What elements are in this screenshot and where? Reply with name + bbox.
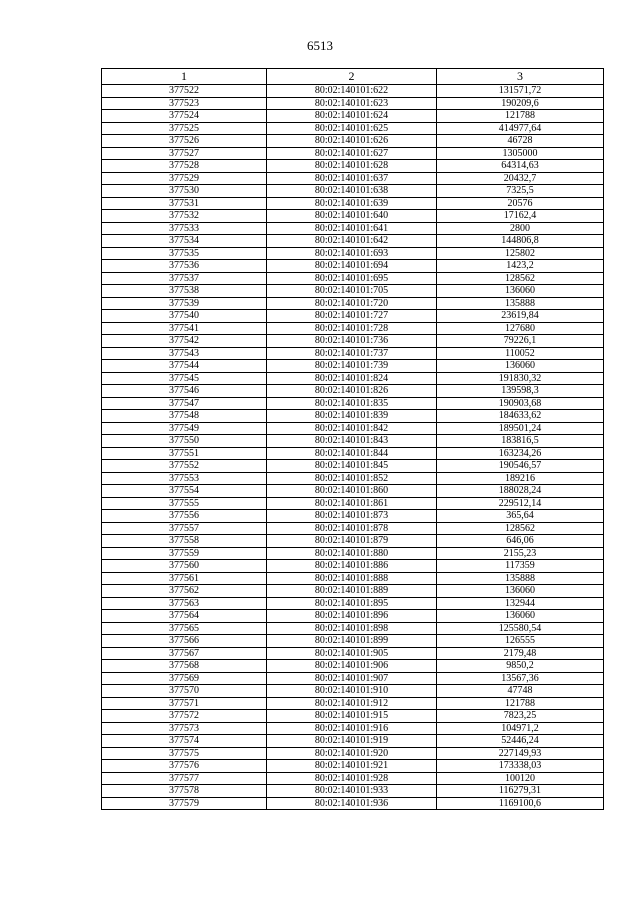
row-number-cell: 377564 [102, 610, 267, 623]
row-number-cell: 377565 [102, 622, 267, 635]
table-row [102, 372, 604, 385]
cadastral-number-cell: 80:02:140101:898 [267, 622, 437, 635]
table-row [102, 135, 604, 148]
row-number-cell: 377560 [102, 560, 267, 573]
row-number-cell: 377569 [102, 672, 267, 685]
cadastral-number-cell: 80:02:140101:842 [267, 422, 437, 435]
cadastral-number-cell: 80:02:140101:695 [267, 272, 437, 285]
value-cell: 139598,3 [437, 385, 604, 398]
cadastral-number-cell: 80:02:140101:933 [267, 785, 437, 798]
value-cell: 144806,8 [437, 235, 604, 248]
cadastral-number-cell: 80:02:140101:921 [267, 760, 437, 773]
cadastral-number-cell: 80:02:140101:861 [267, 497, 437, 510]
value-cell: 135888 [437, 572, 604, 585]
cadastral-number-cell: 80:02:140101:736 [267, 335, 437, 348]
cadastral-number-cell: 80:02:140101:727 [267, 310, 437, 323]
cadastral-number-cell: 80:02:140101:637 [267, 172, 437, 185]
table-row [102, 510, 604, 523]
value-cell: 1305000 [437, 147, 604, 160]
table-row [102, 697, 604, 710]
value-cell: 7325,5 [437, 185, 604, 198]
table-row [102, 722, 604, 735]
cadastral-number-cell: 80:02:140101:720 [267, 297, 437, 310]
value-cell: 136060 [437, 585, 604, 598]
table-header [102, 69, 604, 85]
value-cell: 2179,48 [437, 647, 604, 660]
table-row [102, 660, 604, 673]
row-number-cell: 377522 [102, 85, 267, 98]
row-number-cell: 377523 [102, 97, 267, 110]
value-cell: 1423,2 [437, 260, 604, 273]
value-cell: 121788 [437, 110, 604, 123]
table-row [102, 122, 604, 135]
row-number-cell: 377567 [102, 647, 267, 660]
table-row [102, 622, 604, 635]
table-row [102, 597, 604, 610]
value-cell: 191830,32 [437, 372, 604, 385]
value-cell: 125802 [437, 247, 604, 260]
row-number-cell: 377556 [102, 510, 267, 523]
cadastral-number-cell: 80:02:140101:910 [267, 685, 437, 698]
row-number-cell: 377576 [102, 760, 267, 773]
row-number-cell: 377546 [102, 385, 267, 398]
value-cell: 117359 [437, 560, 604, 573]
cadastral-number-cell: 80:02:140101:737 [267, 347, 437, 360]
cadastral-number-cell: 80:02:140101:845 [267, 460, 437, 473]
table-row [102, 535, 604, 548]
cadastral-number-cell: 80:02:140101:623 [267, 97, 437, 110]
row-number-cell: 377537 [102, 272, 267, 285]
row-number-cell: 377551 [102, 447, 267, 460]
cadastral-number-cell: 80:02:140101:889 [267, 585, 437, 598]
row-number-cell: 377531 [102, 197, 267, 210]
cadastral-number-cell: 80:02:140101:852 [267, 472, 437, 485]
table-row [102, 760, 604, 773]
row-number-cell: 377578 [102, 785, 267, 798]
value-cell: 188028,24 [437, 485, 604, 498]
table-row [102, 572, 604, 585]
cadastral-number-cell: 80:02:140101:622 [267, 85, 437, 98]
value-cell: 64314,63 [437, 160, 604, 173]
table-row [102, 110, 604, 123]
value-cell: 135888 [437, 297, 604, 310]
value-cell: 646,06 [437, 535, 604, 548]
value-cell: 121788 [437, 697, 604, 710]
cadastral-number-cell: 80:02:140101:899 [267, 635, 437, 648]
page-number: 6513 [307, 38, 333, 53]
table-row [102, 197, 604, 210]
cadastral-number-cell: 80:02:140101:639 [267, 197, 437, 210]
row-number-cell: 377543 [102, 347, 267, 360]
table-row [102, 285, 604, 298]
table-row [102, 560, 604, 573]
value-cell: 190903,68 [437, 397, 604, 410]
table-row [102, 422, 604, 435]
value-cell: 2800 [437, 222, 604, 235]
cadastral-number-cell: 80:02:140101:920 [267, 747, 437, 760]
column-header-2: 2 [267, 69, 437, 85]
value-cell: 46728 [437, 135, 604, 148]
table-row [102, 522, 604, 535]
table-row [102, 97, 604, 110]
value-cell: 173338,03 [437, 760, 604, 773]
row-number-cell: 377536 [102, 260, 267, 273]
cadastral-number-cell: 80:02:140101:928 [267, 772, 437, 785]
cadastral-number-cell: 80:02:140101:694 [267, 260, 437, 273]
row-number-cell: 377524 [102, 110, 267, 123]
table-row [102, 410, 604, 423]
row-number-cell: 377549 [102, 422, 267, 435]
cadastral-number-cell: 80:02:140101:886 [267, 560, 437, 573]
table-row [102, 272, 604, 285]
cadastral-number-cell: 80:02:140101:625 [267, 122, 437, 135]
cadastral-number-cell: 80:02:140101:728 [267, 322, 437, 335]
row-number-cell: 377558 [102, 535, 267, 548]
row-number-cell: 377559 [102, 547, 267, 560]
value-cell: 184633,62 [437, 410, 604, 423]
row-number-cell: 377544 [102, 360, 267, 373]
row-number-cell: 377532 [102, 210, 267, 223]
row-number-cell: 377542 [102, 335, 267, 348]
table-row [102, 497, 604, 510]
value-cell: 17162,4 [437, 210, 604, 223]
value-cell: 2155,23 [437, 547, 604, 560]
table-row [102, 547, 604, 560]
table-row [102, 610, 604, 623]
cadastral-number-cell: 80:02:140101:915 [267, 710, 437, 723]
value-cell: 110052 [437, 347, 604, 360]
table-row [102, 147, 604, 160]
table-body [102, 85, 604, 810]
table-row [102, 222, 604, 235]
cadastral-number-cell: 80:02:140101:638 [267, 185, 437, 198]
table-row [102, 435, 604, 448]
row-number-cell: 377572 [102, 710, 267, 723]
table-row [102, 485, 604, 498]
table-row [102, 360, 604, 373]
cadastral-number-cell: 80:02:140101:843 [267, 435, 437, 448]
value-cell: 100120 [437, 772, 604, 785]
value-cell: 183816,5 [437, 435, 604, 448]
row-number-cell: 377554 [102, 485, 267, 498]
value-cell: 163234,26 [437, 447, 604, 460]
cadastral-number-cell: 80:02:140101:879 [267, 535, 437, 548]
cadastral-number-cell: 80:02:140101:627 [267, 147, 437, 160]
row-number-cell: 377540 [102, 310, 267, 323]
table-row [102, 447, 604, 460]
cadastral-number-cell: 80:02:140101:916 [267, 722, 437, 735]
column-header-3: 3 [437, 69, 604, 85]
table-row [102, 385, 604, 398]
value-cell: 128562 [437, 522, 604, 535]
cadastral-number-cell: 80:02:140101:826 [267, 385, 437, 398]
table-row [102, 297, 604, 310]
row-number-cell: 377577 [102, 772, 267, 785]
table-row [102, 322, 604, 335]
row-number-cell: 377526 [102, 135, 267, 148]
row-number-cell: 377528 [102, 160, 267, 173]
cadastral-number-cell: 80:02:140101:626 [267, 135, 437, 148]
table-row [102, 797, 604, 810]
table-row [102, 185, 604, 198]
value-cell: 131571,72 [437, 85, 604, 98]
registry-table [101, 68, 604, 810]
value-cell: 189216 [437, 472, 604, 485]
cadastral-number-cell: 80:02:140101:936 [267, 797, 437, 810]
cadastral-number-cell: 80:02:140101:905 [267, 647, 437, 660]
cadastral-number-cell: 80:02:140101:860 [267, 485, 437, 498]
row-number-cell: 377566 [102, 635, 267, 648]
row-number-cell: 377562 [102, 585, 267, 598]
value-cell: 125580,54 [437, 622, 604, 635]
value-cell: 7823,25 [437, 710, 604, 723]
value-cell: 1169100,6 [437, 797, 604, 810]
row-number-cell: 377547 [102, 397, 267, 410]
table-row [102, 585, 604, 598]
value-cell: 20432,7 [437, 172, 604, 185]
value-cell: 127680 [437, 322, 604, 335]
table-row [102, 310, 604, 323]
row-number-cell: 377575 [102, 747, 267, 760]
value-cell: 47748 [437, 685, 604, 698]
cadastral-number-cell: 80:02:140101:919 [267, 735, 437, 748]
value-cell: 13567,36 [437, 672, 604, 685]
table-row [102, 85, 604, 98]
table-row [102, 747, 604, 760]
row-number-cell: 377568 [102, 660, 267, 673]
cadastral-number-cell: 80:02:140101:912 [267, 697, 437, 710]
table-row [102, 685, 604, 698]
row-number-cell: 377538 [102, 285, 267, 298]
table-row [102, 735, 604, 748]
row-number-cell: 377539 [102, 297, 267, 310]
row-number-cell: 377545 [102, 372, 267, 385]
table-row [102, 335, 604, 348]
table-row [102, 160, 604, 173]
cadastral-number-cell: 80:02:140101:906 [267, 660, 437, 673]
value-cell: 189501,24 [437, 422, 604, 435]
table-row [102, 672, 604, 685]
row-number-cell: 377548 [102, 410, 267, 423]
cadastral-number-cell: 80:02:140101:878 [267, 522, 437, 535]
row-number-cell: 377574 [102, 735, 267, 748]
row-number-cell: 377552 [102, 460, 267, 473]
value-cell: 136060 [437, 285, 604, 298]
row-number-cell: 377570 [102, 685, 267, 698]
table-row [102, 210, 604, 223]
row-number-cell: 377579 [102, 797, 267, 810]
table-row [102, 347, 604, 360]
table-row [102, 260, 604, 273]
row-number-cell: 377534 [102, 235, 267, 248]
cadastral-number-cell: 80:02:140101:642 [267, 235, 437, 248]
table-row [102, 472, 604, 485]
value-cell: 79226,1 [437, 335, 604, 348]
table-row [102, 785, 604, 798]
row-number-cell: 377573 [102, 722, 267, 735]
cadastral-number-cell: 80:02:140101:628 [267, 160, 437, 173]
row-number-cell: 377533 [102, 222, 267, 235]
row-number-cell: 377557 [102, 522, 267, 535]
table-row [102, 397, 604, 410]
value-cell: 128562 [437, 272, 604, 285]
value-cell: 136060 [437, 610, 604, 623]
table-row [102, 247, 604, 260]
cadastral-number-cell: 80:02:140101:824 [267, 372, 437, 385]
row-number-cell: 377553 [102, 472, 267, 485]
cadastral-number-cell: 80:02:140101:835 [267, 397, 437, 410]
cadastral-number-cell: 80:02:140101:693 [267, 247, 437, 260]
value-cell: 9850,2 [437, 660, 604, 673]
value-cell: 132944 [437, 597, 604, 610]
cadastral-number-cell: 80:02:140101:640 [267, 210, 437, 223]
row-number-cell: 377555 [102, 497, 267, 510]
cadastral-number-cell: 80:02:140101:624 [267, 110, 437, 123]
column-header-1: 1 [102, 69, 267, 85]
cadastral-number-cell: 80:02:140101:907 [267, 672, 437, 685]
value-cell: 23619,84 [437, 310, 604, 323]
row-number-cell: 377525 [102, 122, 267, 135]
table-row [102, 647, 604, 660]
row-number-cell: 377561 [102, 572, 267, 585]
value-cell: 126555 [437, 635, 604, 648]
table-row [102, 235, 604, 248]
value-cell: 414977,64 [437, 122, 604, 135]
row-number-cell: 377535 [102, 247, 267, 260]
cadastral-number-cell: 80:02:140101:873 [267, 510, 437, 523]
table-row [102, 172, 604, 185]
cadastral-number-cell: 80:02:140101:895 [267, 597, 437, 610]
cadastral-number-cell: 80:02:140101:839 [267, 410, 437, 423]
value-cell: 190546,57 [437, 460, 604, 473]
row-number-cell: 377529 [102, 172, 267, 185]
value-cell: 104971,2 [437, 722, 604, 735]
cadastral-number-cell: 80:02:140101:844 [267, 447, 437, 460]
cadastral-number-cell: 80:02:140101:739 [267, 360, 437, 373]
row-number-cell: 377571 [102, 697, 267, 710]
row-number-cell: 377530 [102, 185, 267, 198]
table-row [102, 710, 604, 723]
cadastral-number-cell: 80:02:140101:880 [267, 547, 437, 560]
value-cell: 136060 [437, 360, 604, 373]
cadastral-number-cell: 80:02:140101:705 [267, 285, 437, 298]
value-cell: 20576 [437, 197, 604, 210]
row-number-cell: 377550 [102, 435, 267, 448]
cadastral-number-cell: 80:02:140101:641 [267, 222, 437, 235]
cadastral-number-cell: 80:02:140101:896 [267, 610, 437, 623]
value-cell: 229512,14 [437, 497, 604, 510]
table-row [102, 635, 604, 648]
value-cell: 116279,31 [437, 785, 604, 798]
table-row [102, 772, 604, 785]
value-cell: 190209,6 [437, 97, 604, 110]
value-cell: 365,64 [437, 510, 604, 523]
cadastral-number-cell: 80:02:140101:888 [267, 572, 437, 585]
header-row [102, 69, 604, 85]
row-number-cell: 377563 [102, 597, 267, 610]
value-cell: 52446,24 [437, 735, 604, 748]
row-number-cell: 377527 [102, 147, 267, 160]
row-number-cell: 377541 [102, 322, 267, 335]
value-cell: 227149,93 [437, 747, 604, 760]
table-row [102, 460, 604, 473]
